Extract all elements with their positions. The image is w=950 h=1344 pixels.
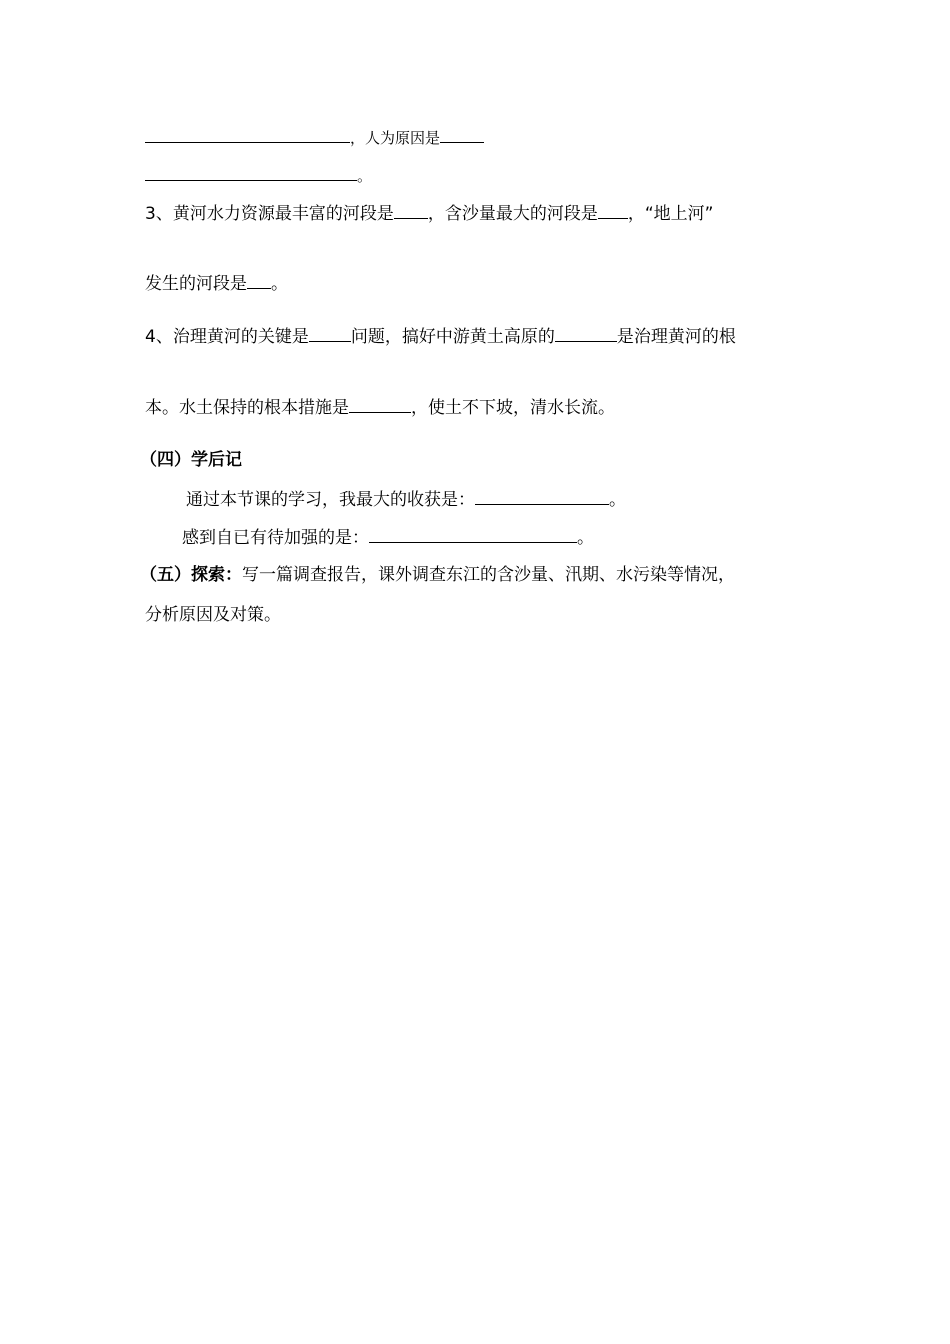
q4-text-a: 、治理黄河的关键是 <box>155 327 309 347</box>
section4-text-c: 感到自已有待加强的是： <box>182 528 369 548</box>
answer-blank[interactable] <box>475 486 609 505</box>
section4-line1 <box>186 486 626 512</box>
q3-line2 <box>145 270 288 296</box>
q4-line2 <box>145 394 615 420</box>
section4-text-a: 通过本节课的学习，我最大的收获是： <box>186 490 475 510</box>
q3-text-d: 发生的河段是 <box>145 274 247 294</box>
q2-end-text: 。 <box>357 167 373 185</box>
q3-text-e: 。 <box>271 274 288 294</box>
answer-blank[interactable] <box>369 524 577 543</box>
answer-blank[interactable] <box>440 124 484 143</box>
section5-line2 <box>145 603 281 627</box>
answer-blank[interactable] <box>247 270 271 289</box>
section4-line2 <box>182 524 594 550</box>
section5-heading: （五）探索 <box>140 565 225 585</box>
answer-blank[interactable] <box>309 323 351 342</box>
q2-line1 <box>145 124 484 150</box>
answer-blank[interactable] <box>598 200 628 219</box>
section5-colon: ： <box>225 565 242 585</box>
q3-text-c: ，“地上河” <box>627 204 714 224</box>
section4-text-b: 。 <box>609 490 626 510</box>
answer-blank[interactable] <box>555 323 617 342</box>
answer-blank[interactable] <box>349 394 411 413</box>
q2-mid-text: ，人为原因是 <box>350 129 441 147</box>
answer-blank[interactable] <box>145 162 357 181</box>
section5-line1 <box>140 563 735 587</box>
q2-line2 <box>145 162 372 188</box>
q3-text-a: 、黄河水力资源最丰富的河段是 <box>155 204 394 224</box>
section5-text2: 分析原因及对策。 <box>145 605 281 625</box>
answer-blank[interactable] <box>145 124 350 143</box>
section4-heading: （四）学后记 <box>140 450 242 470</box>
q3-number: 3 <box>145 204 156 224</box>
q4-text-e: ，使土不下坡，清水长流。 <box>411 398 615 418</box>
q4-number: 4 <box>145 327 156 347</box>
q3-text-b: ，含沙量最大的河段是 <box>427 204 598 224</box>
q4-line1 <box>145 323 736 349</box>
answer-blank[interactable] <box>394 200 428 219</box>
q4-text-c: 是治理黄河的根 <box>616 327 736 347</box>
q4-text-d: 本。水土保持的根本措施是 <box>145 398 349 418</box>
section4-text-d: 。 <box>577 528 594 548</box>
q4-text-b: 问题，搞好中游黄土高原的 <box>350 327 555 347</box>
q3-line1 <box>145 200 713 226</box>
section5-text: 写一篇调查报告，课外调查东江的含沙量、汛期、水污染等情况， <box>242 565 735 585</box>
